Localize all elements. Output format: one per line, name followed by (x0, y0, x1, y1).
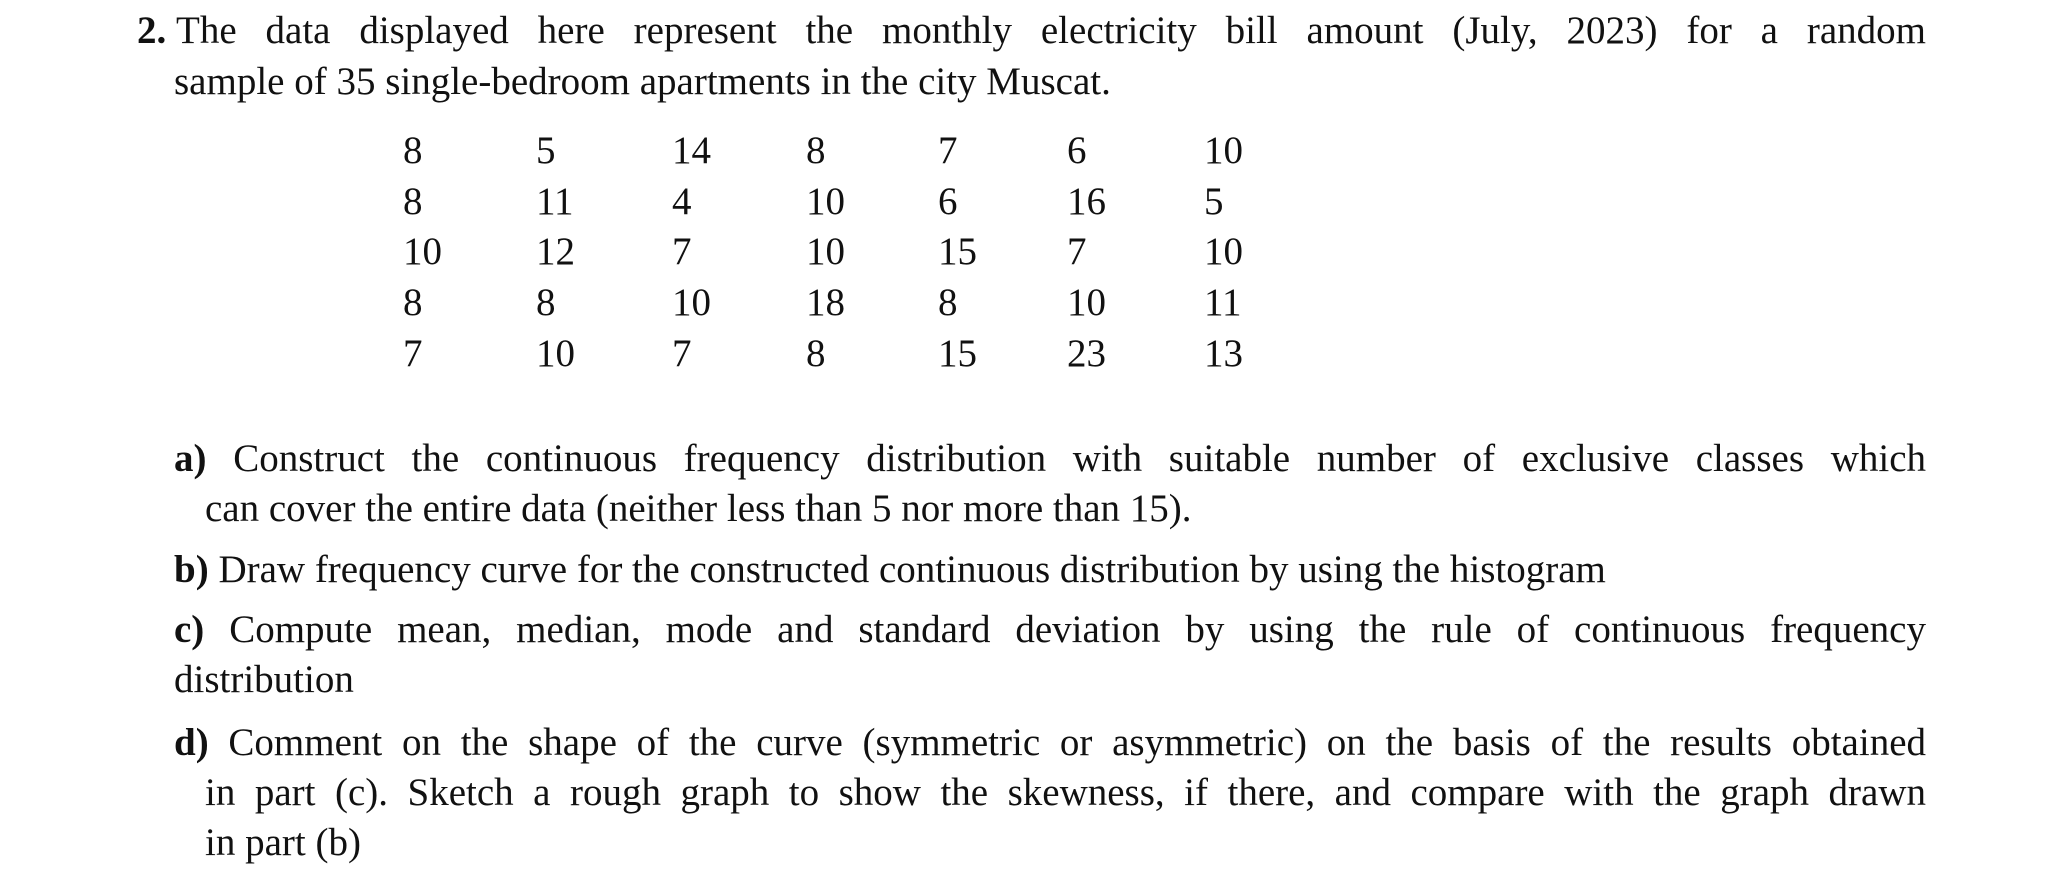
table-cell: 16 (1067, 180, 1106, 223)
part-b-label: b) (174, 548, 209, 591)
table-cell: 8 (806, 129, 826, 172)
table-cell: 4 (672, 180, 692, 223)
table-row (0, 126, 1400, 176)
part-a-label: a) (174, 437, 207, 480)
table-cell: 7 (672, 332, 692, 375)
table-cell: 8 (403, 180, 423, 223)
table-cell: 10 (1204, 129, 1243, 172)
table-cell: 11 (536, 180, 574, 223)
table-cell: 6 (938, 180, 958, 223)
part-d-line-2: in part (c). Sketch a rough graph to show the skewness, if there, and compare with the graph drawn (205, 771, 1926, 814)
table-cell: 8 (938, 281, 958, 324)
table-cell: 13 (1204, 332, 1243, 375)
table-row (0, 227, 1400, 277)
part-a-line-2: can cover the entire data (neither less than 5 nor more than 15). (205, 487, 1192, 530)
table-row (0, 278, 1400, 328)
table-cell: 6 (1067, 129, 1087, 172)
table-cell: 10 (672, 281, 711, 324)
part-d-label: d) (174, 721, 209, 764)
table-cell: 10 (806, 180, 845, 223)
question-intro-line-1: The data displayed here represent the monthly electricity bill amount (July, 2023) for a random (176, 9, 1926, 52)
table-cell: 7 (403, 332, 423, 375)
part-d-text-1: Comment on the shape of the curve (symmetric or asymmetric) on the basis of the results obtained (228, 721, 1926, 764)
table-cell: 10 (1204, 230, 1243, 273)
table-cell: 14 (672, 129, 711, 172)
table-cell: 18 (806, 281, 845, 324)
table-cell: 7 (1067, 230, 1087, 273)
question-number: 2. (137, 9, 167, 52)
part-d-line-3: in part (b) (205, 821, 361, 864)
table-cell: 5 (536, 129, 556, 172)
table-cell: 8 (403, 129, 423, 172)
table-cell: 5 (1204, 180, 1224, 223)
table-cell: 23 (1067, 332, 1106, 375)
part-c-line-2: distribution (174, 658, 354, 701)
part-c-line-1 (174, 605, 1926, 655)
question-intro-line-2: sample of 35 single-bedroom apartments in the city Muscat. (174, 60, 1111, 103)
part-a-text-1: Construct the continuous frequency distribution with suitable number of exclusive classes which (233, 437, 1927, 480)
part-b-text-1: Draw frequency curve for the constructed continuous distribution by using the histogram (218, 548, 1606, 591)
part-b-line-1 (174, 545, 1926, 595)
table-row (0, 329, 1400, 379)
table-row (0, 177, 1400, 227)
part-a-line-1 (174, 434, 1926, 484)
table-cell: 8 (806, 332, 826, 375)
part-d-line-1 (174, 718, 1926, 768)
table-cell: 10 (1067, 281, 1106, 324)
table-cell: 15 (938, 332, 977, 375)
table-cell: 10 (806, 230, 845, 273)
part-c-label: c) (174, 608, 205, 651)
table-cell: 11 (1204, 281, 1242, 324)
table-cell: 10 (403, 230, 442, 273)
part-c-text-1: Compute mean, median, mode and standard deviation by using the rule of continuous frequency (229, 608, 1926, 651)
table-cell: 10 (536, 332, 575, 375)
table-cell: 7 (672, 230, 692, 273)
table-cell: 7 (938, 129, 958, 172)
table-cell: 8 (536, 281, 556, 324)
table-cell: 15 (938, 230, 977, 273)
table-cell: 12 (536, 230, 575, 273)
table-cell: 8 (403, 281, 423, 324)
